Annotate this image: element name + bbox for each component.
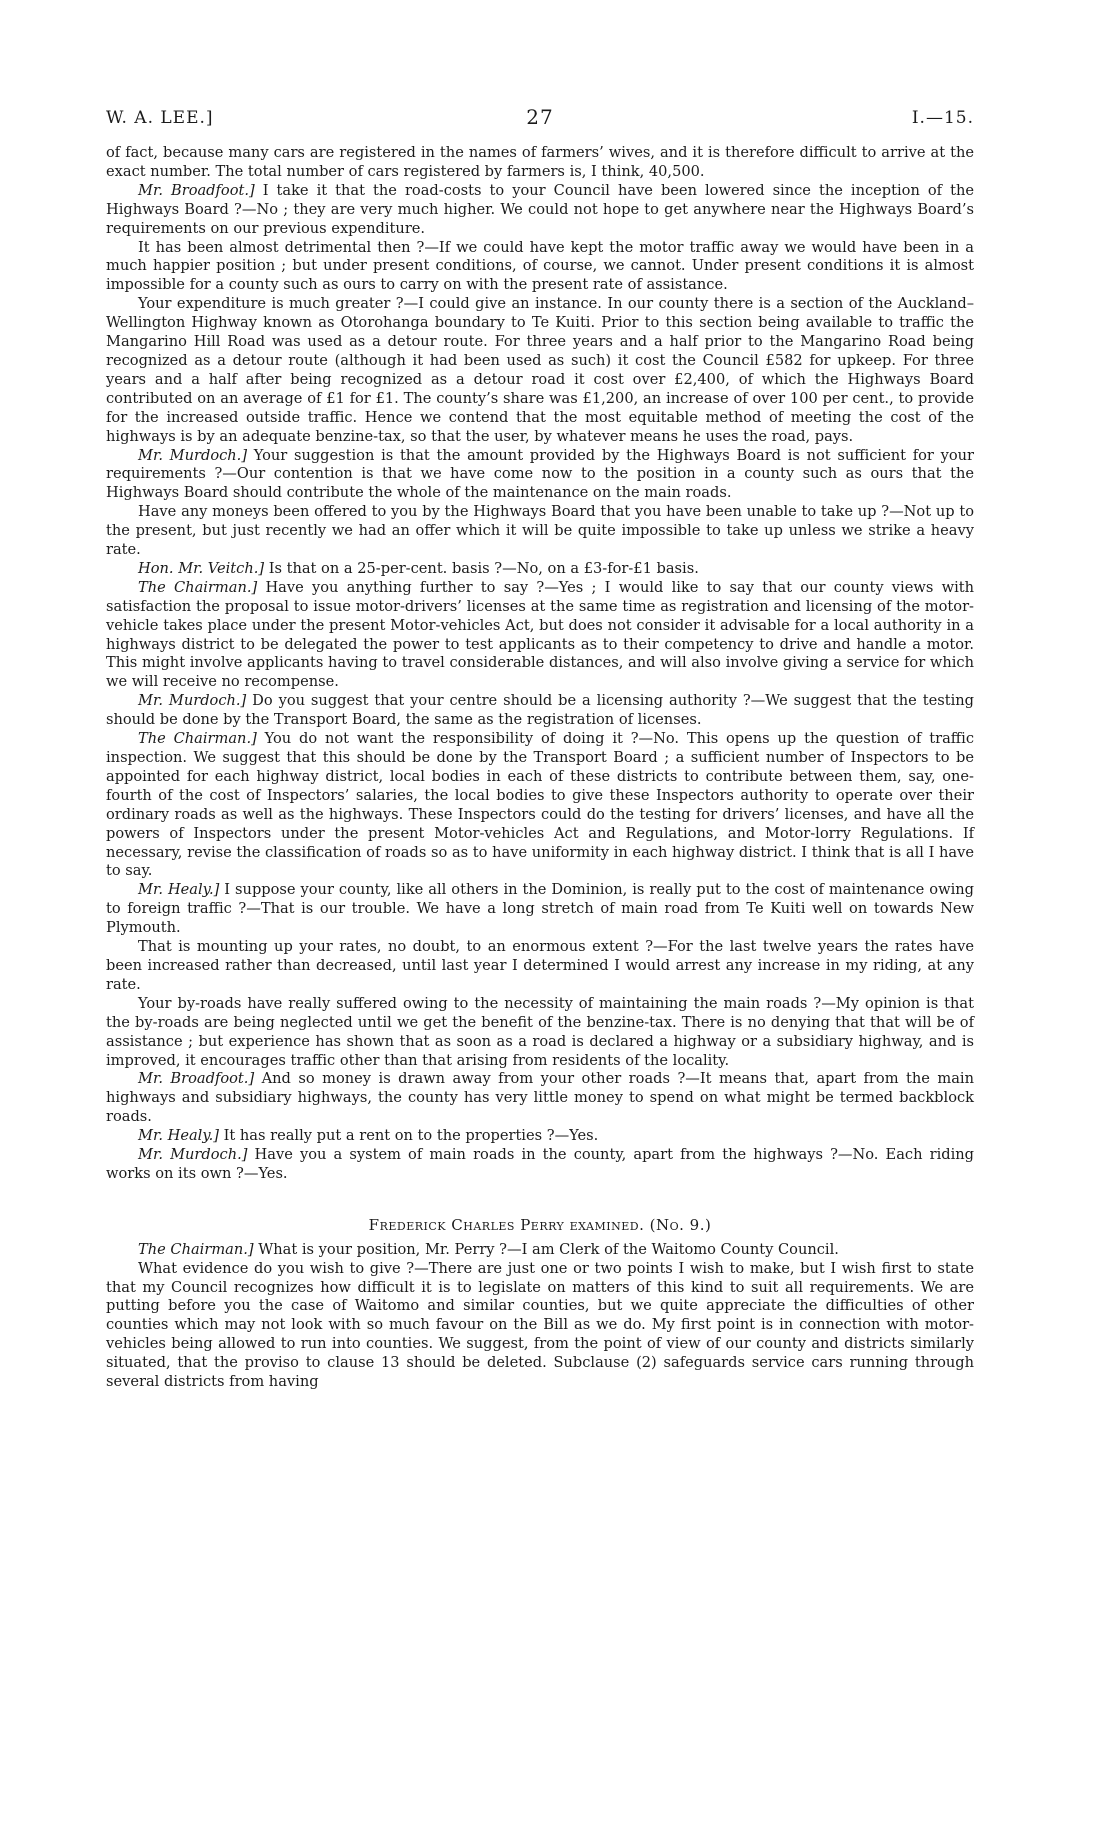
paragraph-text: What is your position, Mr. Perry ?—I am Clerk of the Waitomo County Council. [253, 1240, 839, 1258]
speaker-label: Mr. Murdoch.] [138, 446, 248, 464]
paragraph-text: And so money is drawn away from your other roads ?—It means that, apart from the main highways and subsidiary highways, the county has very little money to spend on what might be termed backblock roads. [106, 1070, 975, 1126]
paragraph-text: of fact, because many cars are registered in the names of farmers’ wives, and it is therefore difficult to arrive at the exact number. The total number of cars registered by farmers is, I think, 40,500. [106, 144, 974, 180]
paragraph [106, 144, 974, 182]
paragraph [106, 938, 974, 995]
paragraph [106, 1127, 974, 1146]
document-reference: I.—15. [911, 108, 974, 128]
paragraph-text: Your expenditure is much greater ?—I could give an instance. In our county there is a section of the Auckland–Wellington Highway known as Otorohanga boundary to Te Kuiti. Prior to this section being available to traffic the Mangarino Hill Road was used as a detour route. For three years and a half prior to the Mangarino Road being recognized as a detour route (although it had been used as such) it cost the Council £582 for upkeep. For three years and a half after being recognized as a detour road it cost over £2,400, of which the Highways Board contributed on an average of £1 for £1. The county’s share was £1,200, an increase of over 100 per cent., to provide for the increased outside traffic. Hence we contend that the most equitable method of meeting the cost of the highways is by an adequate benzine-tax, so that the user, by whatever means he uses the road, pays. [106, 295, 974, 445]
speaker-label: Mr. Murdoch.] [138, 692, 247, 710]
paragraph-text: Have you anything further to say ?—Yes ; I would like to say that our county views with satisfaction the proposal to issue motor-drivers’ licenses at the same time as registration and licensing of the motor-vehicle takes place under the present Motor-vehicles Act, but does not consider it advisable for a local authority in a highways district to be delegated the power to test applicants as to their competency to drive and handle a motor. This might involve applicants having to travel considerable distances, and will also involve giving a service for which we will receive no recompense. [106, 578, 975, 691]
paragraph-text: Your suggestion is that the amount provided by the Highways Board is not sufficient for your requirements ?—Our contention is that we have come now to the position in a county such as ours that the Highways Board should contribute the whole of the maintenance on the main roads. [106, 446, 974, 502]
testimony-lee [106, 144, 974, 1184]
document-page [106, 105, 975, 1392]
paragraph-text: Your by-roads have really suffered owing to the necessity of maintaining the main roads ?—My opinion is that the by-roads are being neglected until we get the benefit of the benzine-tax. There is no denying that that will be of assistance ; but experience has shown that as soon as a road is declared a highway or a subsidiary highway, and is improved, it encourages traffic other than that arising from residents of the locality. [106, 994, 974, 1069]
paragraph [106, 1070, 974, 1127]
paragraph [106, 447, 974, 504]
speaker-label: Mr. Broadfoot.] [138, 181, 255, 199]
paragraph-text: Is that on a 25-per-cent. basis ?—No, on a £3-for-£1 basis. [264, 559, 699, 577]
paragraph [106, 692, 974, 730]
section-heading: Frederick Charles Perry examined. (No. 9.) [368, 1215, 712, 1234]
speaker-label: Mr. Murdoch.] [138, 1146, 248, 1164]
speaker-label: Mr. Healy.] [138, 1127, 219, 1145]
paragraph [106, 579, 974, 692]
paragraph [106, 295, 974, 446]
speaker-label: The Chairman.] [138, 1240, 254, 1258]
speaker-label: Mr. Broadfoot.] [138, 1070, 255, 1088]
paragraph [106, 1241, 974, 1260]
paragraph-text: That is mounting up your rates, no doubt, to an enormous extent ?—For the last twelve years the rates have been increased rather than decreased, until last year I determined I would arrest any increase in my riding, at any rate. [106, 938, 974, 993]
paragraph-text: It has been almost detrimental then ?—If we could have kept the motor traffic away we would have been in a much happier position ; but under present conditions, of course, we cannot. Under present conditions it is almost impossible for a county such as ours to carry on with the present rate of assistance. [106, 238, 974, 294]
speaker-label: The Chairman.] [138, 578, 258, 596]
page-body [106, 144, 974, 1392]
paragraph [106, 1146, 974, 1184]
paragraph-text: Have any moneys been offered to you by the Highways Board that you have been unable to take up ?—Not up to the present, but just recently we had an offer which it will be quite impossible to take up unless we strike a heavy rate. [106, 503, 974, 559]
paragraph-text: I suppose your county, like all others in the Dominion, is really put to the cost of maintenance owing to foreign traffic ?—That is our trouble. We have a long stretch of main road from Te Kuiti well on towards New Plymouth. [106, 881, 974, 937]
paragraph [106, 730, 974, 881]
paragraph [106, 182, 974, 239]
paragraph [106, 560, 974, 579]
paragraph-text: Do you suggest that your centre should be a licensing authority ?—We suggest that the testing should be done by the Transport Board, the same as the registration of licenses. [106, 692, 974, 729]
paragraph [106, 503, 974, 560]
paragraph-text: It has really put a rent on to the properties ?—Yes. [218, 1127, 599, 1145]
paragraph-text: You do not want the responsibility of doing it ?—No. This opens up the question of traffic inspection. We suggest that this should be done by the Transport Board ; a sufficient number of Inspectors to be appointed for each highway district, local bodies in each of these districts to contribute between them, say, one-fourth of the cost of Inspectors’ salaries, the local bodies to give these Inspectors authority to operate over their ordinary roads as well as the highways. These Inspectors could do the testing for drivers’ licenses, and have all the powers of Inspectors under the present Motor-vehicles Act and Regulations, and Motor-lorry Regulations. If necessary, revise the classification of roads so as to have uniformity in each highway district. I think that is all I have to say. [106, 730, 975, 880]
paragraph [106, 995, 974, 1071]
paragraph [106, 1260, 974, 1392]
speaker-label: The Chairman.] [138, 730, 257, 748]
speaker-label: Hon. Mr. Veitch.] [138, 559, 265, 577]
paragraph-text: I take it that the road-costs to your Council have been lowered since the inception of the Highways Board ?—No ; they are very much higher. We could not hope to get anywhere near the Highways Board’s requirements on our previous expenditure. [106, 181, 974, 237]
paragraph [106, 239, 974, 296]
paragraph-text: Have you a system of main roads in the county, apart from the highways ?—No. Each riding works on its own ?—Yes. [106, 1146, 974, 1182]
header-witness: W. A. LEE.] [106, 108, 214, 128]
paragraph [106, 881, 974, 938]
speaker-label: Mr. Healy.] [138, 881, 220, 899]
testimony-perry [106, 1241, 974, 1392]
paragraph-text: What evidence do you wish to give ?—There are just one or two points I wish to make, but I wish first to state that my Council recognizes how difficult it is to legislate on matters of this kind to suit all requirements. We are putting before you the case of Waitomo and similar counties, but we quite appreciate the difficulties of other counties which may not look with so much favour on the Bill as we do. My first point is in connection with motor-vehicles being allowed to run into counties. We suggest, from the point of view of our county and districts similarly situated, that the proviso to clause 13 should be deleted. Subclause (2) safeguards service cars running through several districts from having [106, 1259, 974, 1391]
page-number: 27 [526, 105, 554, 129]
page-header [106, 105, 974, 144]
